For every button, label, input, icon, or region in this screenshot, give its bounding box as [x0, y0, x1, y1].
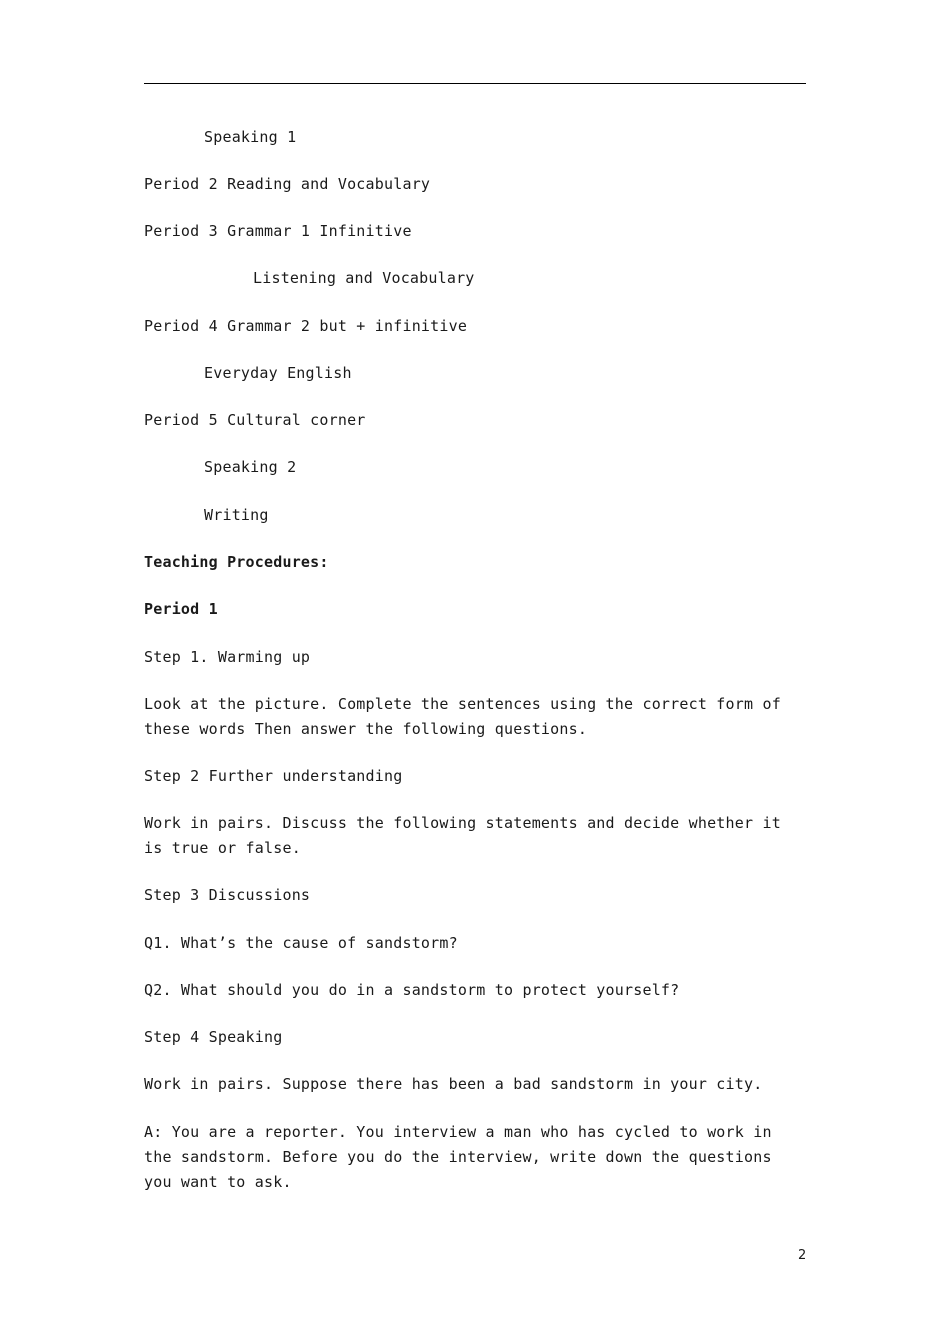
step-2-text: Work in pairs. Discuss the following statements and decide whether it is true or false. [144, 814, 781, 857]
step-4-text: Work in pairs. Suppose there has been a bad sandstorm in your city. [144, 1075, 763, 1093]
step-4-title: Step 4 Speaking [144, 1028, 283, 1046]
question-1: Q1. What’s the cause of sandstorm? [144, 934, 458, 952]
role-a-text: A: You are a reporter. You interview a man who has cycled to work in the sandstorm. Before you do the interview, write down the questions you want to ask. [144, 1123, 772, 1191]
step-2-title: Step 2 Further understanding [144, 767, 403, 785]
teaching-procedures-heading: Teaching Procedures: [144, 553, 329, 571]
schedule-speaking-2: Speaking 2 [204, 458, 297, 476]
schedule-writing: Writing [204, 506, 269, 524]
step-1-title: Step 1. Warming up [144, 648, 311, 666]
schedule-period-2: Period 2 Reading and Vocabulary [144, 175, 431, 193]
schedule-listening-vocabulary: Listening and Vocabulary [253, 269, 475, 287]
schedule-period-3: Period 3 Grammar 1 Infinitive [144, 222, 412, 240]
period-1-heading: Period 1 [144, 600, 218, 618]
schedule-speaking-1: Speaking 1 [204, 128, 297, 146]
question-2: Q2. What should you do in a sandstorm to protect yourself? [144, 981, 680, 999]
schedule-period-4: Period 4 Grammar 2 but + infinitive [144, 317, 468, 335]
schedule-period-5: Period 5 Cultural corner [144, 411, 366, 429]
step-1-text: Look at the picture. Complete the sentences using the correct form of these words Then answer the following questions. [144, 695, 781, 738]
step-3-title: Step 3 Discussions [144, 886, 311, 904]
page-number: 2 [798, 1248, 807, 1263]
schedule-everyday-english: Everyday English [204, 364, 352, 382]
header-rule [144, 83, 806, 84]
